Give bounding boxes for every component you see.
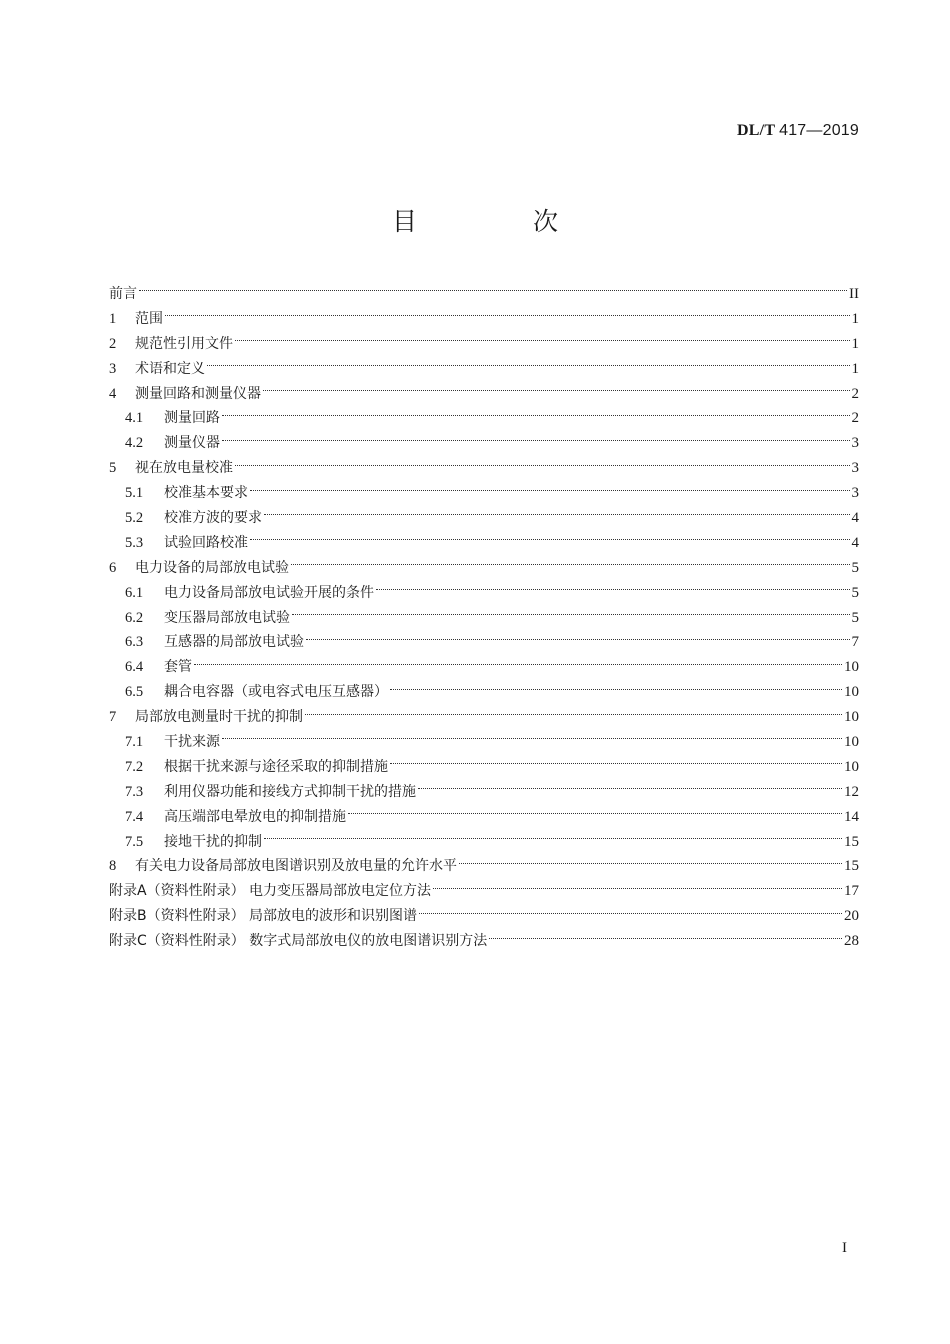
toc-entry-page: 10 (844, 734, 859, 751)
toc-dot-leader (419, 912, 842, 914)
toc-entry-title: 前言 (109, 286, 137, 302)
toc-entry-title: 校准方波的要求 (164, 510, 262, 527)
toc-entry[interactable] (109, 730, 859, 755)
toc-dot-leader (207, 364, 850, 366)
toc-entry-page: 10 (844, 758, 859, 775)
toc-entry-page: 20 (844, 908, 859, 925)
toc-entry[interactable] (109, 755, 859, 780)
toc-entry-number: 7.3 (125, 783, 144, 800)
table-of-contents (109, 282, 859, 954)
toc-entry-page: 4 (851, 510, 859, 527)
toc-entry-title: 变压器局部放电试验 (164, 609, 290, 626)
toc-entry[interactable] (109, 904, 859, 929)
toc-entry-title: 电力设备的局部放电试验 (135, 559, 289, 576)
toc-entry[interactable] (109, 307, 859, 332)
toc-dot-leader (292, 613, 850, 615)
toc-entry-title: 术语和定义 (135, 360, 205, 377)
toc-dot-leader (305, 713, 842, 715)
toc-dot-leader (376, 588, 850, 590)
toc-entry-number: 7 (109, 709, 117, 726)
toc-dot-leader (250, 538, 850, 540)
toc-entry-title: 接地干扰的抑制 (164, 833, 262, 850)
toc-entry-number: 6.3 (125, 634, 144, 651)
toc-dot-leader (235, 339, 850, 341)
toc-entry-title: 耦合电容器（或电容式电压互感器） (164, 684, 388, 701)
toc-entry-page: 1 (851, 335, 859, 352)
toc-dot-leader (418, 787, 842, 789)
toc-entry-page: 4 (851, 534, 859, 551)
toc-dot-leader (165, 314, 850, 316)
toc-entry-page: 2 (851, 385, 859, 402)
toc-entry-page: 5 (851, 559, 859, 576)
toc-entry[interactable] (109, 929, 859, 954)
toc-dot-leader (390, 762, 842, 764)
toc-entry-title: 高压端部电晕放电的抑制措施 (164, 808, 346, 825)
toc-entry[interactable] (109, 879, 859, 904)
toc-entry-title: 附录A（资料性附录） 电力变压器局部放电定位方法 (109, 883, 432, 900)
toc-entry-page: 5 (851, 584, 859, 601)
toc-dot-leader (264, 513, 850, 515)
toc-entry-title: 利用仪器功能和接线方式抑制干扰的措施 (164, 783, 416, 800)
toc-dot-leader (433, 887, 842, 889)
toc-entry-number: 5.2 (125, 510, 144, 527)
toc-entry-page: 10 (844, 659, 859, 676)
toc-entry-page: 12 (844, 783, 859, 800)
toc-entry-page: 14 (844, 808, 859, 825)
toc-entry-page: 1 (851, 310, 859, 327)
toc-dot-leader (222, 737, 842, 739)
toc-entry-title: 测量仪器 (164, 435, 220, 452)
toc-entry[interactable] (109, 805, 859, 830)
toc-entry[interactable] (109, 705, 859, 730)
toc-entry[interactable] (109, 680, 859, 705)
toc-entry-number: 6.1 (125, 584, 144, 601)
page-title: 目 次 (392, 207, 612, 236)
toc-dot-leader (489, 937, 842, 939)
toc-dot-leader (235, 464, 850, 466)
toc-dot-leader (348, 812, 842, 814)
toc-dot-leader (291, 563, 850, 565)
toc-entry-title: 视在放电量校准 (135, 460, 233, 477)
toc-entry[interactable] (109, 581, 859, 606)
toc-entry-title: 试验回路校准 (164, 534, 248, 551)
toc-entry[interactable] (109, 556, 859, 581)
toc-entry-number: 2 (109, 335, 117, 352)
toc-entry[interactable] (109, 506, 859, 531)
toc-entry-number: 4.1 (125, 410, 144, 427)
toc-entry[interactable] (109, 357, 859, 382)
page-number: I (842, 1240, 847, 1256)
toc-entry[interactable] (109, 780, 859, 805)
standard-code-prefix: DL/T (737, 122, 775, 139)
standard-code (737, 122, 859, 140)
toc-entry[interactable] (109, 830, 859, 855)
toc-entry-title: 范围 (135, 310, 163, 327)
toc-entry-title: 根据干扰来源与途径采取的抑制措施 (164, 758, 388, 775)
toc-entry-page: 3 (851, 485, 859, 502)
toc-entry-title: 套管 (164, 659, 192, 676)
toc-entry-title: 互感器的局部放电试验 (164, 634, 304, 651)
toc-entry-title: 规范性引用文件 (135, 335, 233, 352)
toc-entry-number: 7.4 (125, 808, 144, 825)
toc-entry-page: 7 (851, 634, 859, 651)
toc-entry-page: 2 (851, 410, 859, 427)
toc-entry-number: 3 (109, 360, 117, 377)
toc-entry-number: 8 (109, 858, 117, 875)
toc-entry-page: 28 (844, 933, 859, 950)
toc-entry-number: 4 (109, 385, 117, 402)
toc-dot-leader (139, 289, 847, 291)
toc-entry-number: 6 (109, 559, 117, 576)
toc-entry-title: 有关电力设备局部放电图谱识别及放电量的允许水平 (135, 858, 457, 875)
toc-entry-number: 6.2 (125, 609, 144, 626)
toc-entry[interactable] (109, 332, 859, 357)
toc-entry-title: 校准基本要求 (164, 485, 248, 502)
toc-entry-number: 7.5 (125, 833, 144, 850)
toc-dot-leader (264, 837, 842, 839)
toc-dot-leader (222, 414, 850, 416)
toc-entry-title: 电力设备局部放电试验开展的条件 (164, 584, 374, 601)
toc-entry-number: 6.5 (125, 684, 144, 701)
toc-entry[interactable] (109, 630, 859, 655)
toc-entry-page: 3 (851, 435, 859, 452)
toc-entry-page: 15 (844, 833, 859, 850)
toc-entry-page: 10 (844, 684, 859, 701)
toc-entry-page: 1 (851, 360, 859, 377)
toc-dot-leader (222, 439, 850, 441)
toc-entry-page: 3 (851, 460, 859, 477)
toc-entry-number: 7.2 (125, 758, 144, 775)
toc-entry-title: 附录C（资料性附录） 数字式局部放电仪的放电图谱识别方法 (109, 933, 488, 950)
toc-entry[interactable] (109, 655, 859, 680)
toc-dot-leader (306, 638, 850, 640)
toc-entry-page: 17 (844, 883, 859, 900)
toc-entry[interactable] (109, 282, 859, 307)
toc-entry[interactable] (109, 606, 859, 631)
toc-dot-leader (250, 489, 850, 491)
toc-dot-leader (194, 663, 842, 665)
toc-entry-page: 5 (851, 609, 859, 626)
toc-entry-title: 测量回路和测量仪器 (135, 385, 261, 402)
toc-entry-page: II (849, 286, 859, 302)
toc-dot-leader (459, 862, 842, 864)
standard-code-number: 417—2019 (779, 122, 859, 139)
toc-entry-page: 15 (844, 858, 859, 875)
toc-entry-title: 局部放电测量时干扰的抑制 (135, 709, 303, 726)
toc-dot-leader (390, 688, 842, 690)
toc-entry-title: 测量回路 (164, 410, 220, 427)
toc-entry-number: 5.1 (125, 485, 144, 502)
toc-dot-leader (263, 389, 850, 391)
toc-entry-title: 干扰来源 (164, 734, 220, 751)
toc-entry-number: 5.3 (125, 534, 144, 551)
toc-entry[interactable] (109, 456, 859, 481)
toc-entry[interactable] (109, 431, 859, 456)
toc-entry[interactable] (109, 531, 859, 556)
toc-entry-number: 5 (109, 460, 117, 477)
toc-entry[interactable] (109, 406, 859, 431)
toc-entry-number: 4.2 (125, 435, 144, 452)
toc-entry-number: 1 (109, 310, 117, 327)
toc-entry-title: 附录B（资料性附录） 局部放电的波形和识别图谱 (109, 908, 418, 925)
toc-entry[interactable] (109, 382, 859, 407)
toc-entry-page: 10 (844, 709, 859, 726)
toc-entry-number: 6.4 (125, 659, 144, 676)
toc-entry[interactable] (109, 481, 859, 506)
toc-entry[interactable] (109, 854, 859, 879)
toc-entry-number: 7.1 (125, 734, 144, 751)
